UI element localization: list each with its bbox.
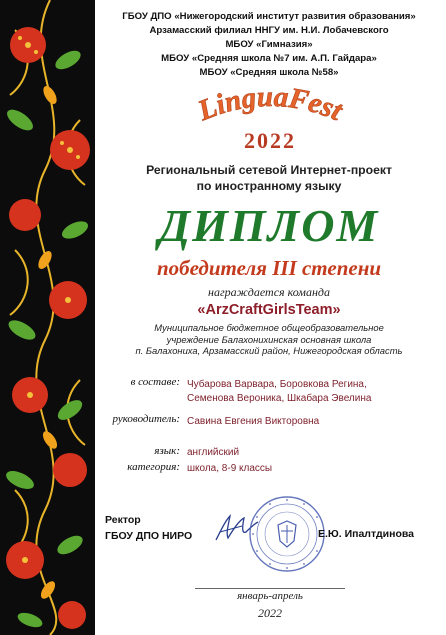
- winner-degree: победителя III степени: [156, 256, 382, 280]
- org-gymnasium: МБОУ «Гимназия»: [225, 39, 313, 50]
- period-text: январь-апрель: [237, 590, 303, 602]
- signatory-name: Е.Ю. Ипалтдинова: [318, 528, 415, 540]
- khokhloma-pattern: [0, 0, 95, 635]
- school-line-2: учреждение Балахонихинская основная школа: [166, 333, 372, 345]
- khokhloma-border: [0, 0, 95, 635]
- team-name: «ArzCraftGirlsTeam»: [197, 302, 341, 318]
- signatory-title-line-2: ГБОУ ДПО НИРО: [105, 530, 193, 542]
- signatory-title: [105, 512, 192, 544]
- date-divider: [195, 588, 345, 589]
- project-description: [100, 162, 438, 194]
- org-school-58: МБОУ «Средняя школа №58»: [199, 67, 339, 78]
- school-info: [100, 322, 438, 357]
- header-organizations: [100, 10, 438, 80]
- leader-name: Савина Евгения Викторовна: [187, 416, 320, 427]
- org-school-7: МБОУ «Средняя школа №7 им. А.П. Гайдара»: [161, 53, 377, 64]
- org-niro: ГБОУ ДПО «Нижегородский институт развития образования»: [122, 11, 416, 22]
- category-value: школа, 8-9 классы: [187, 463, 273, 474]
- members-label: в составе:: [130, 376, 180, 388]
- footer-year: 2022: [258, 606, 282, 620]
- project-line-2: по иностранному языку: [196, 179, 342, 193]
- language-label: язык:: [154, 445, 180, 457]
- category-label: категория:: [127, 461, 180, 473]
- members-line-2: Семенова Вероника, Шкабара Эвелина: [187, 393, 372, 404]
- school-line-1: Муниципальное бюджетное общеобразовательное: [154, 322, 384, 333]
- school-line-3: п. Балахониха, Арзамасский район, Нижегородская область: [135, 345, 403, 356]
- diploma-title: ДИПЛОМ: [158, 200, 380, 251]
- logo-year: 2022: [244, 128, 296, 153]
- official-seal: [248, 495, 326, 573]
- signatory-title-line-1: Ректор: [105, 514, 141, 526]
- logo-name-path: LinguaFest: [193, 82, 347, 128]
- project-line-1: Региональный сетевой Интернет-проект: [146, 163, 392, 177]
- logo-name: [193, 82, 348, 128]
- linguafest-logo: [170, 82, 370, 154]
- members-line-1: Чубарова Варвара, Боровкова Регина,: [187, 379, 367, 390]
- org-arzamas-branch: Арзамасский филиал ННГУ им. Н.И. Лобачевского: [149, 25, 389, 36]
- leader-label: руководитель:: [112, 413, 180, 425]
- awarded-text: награждается команда: [208, 285, 330, 299]
- language-value: английский: [187, 447, 240, 458]
